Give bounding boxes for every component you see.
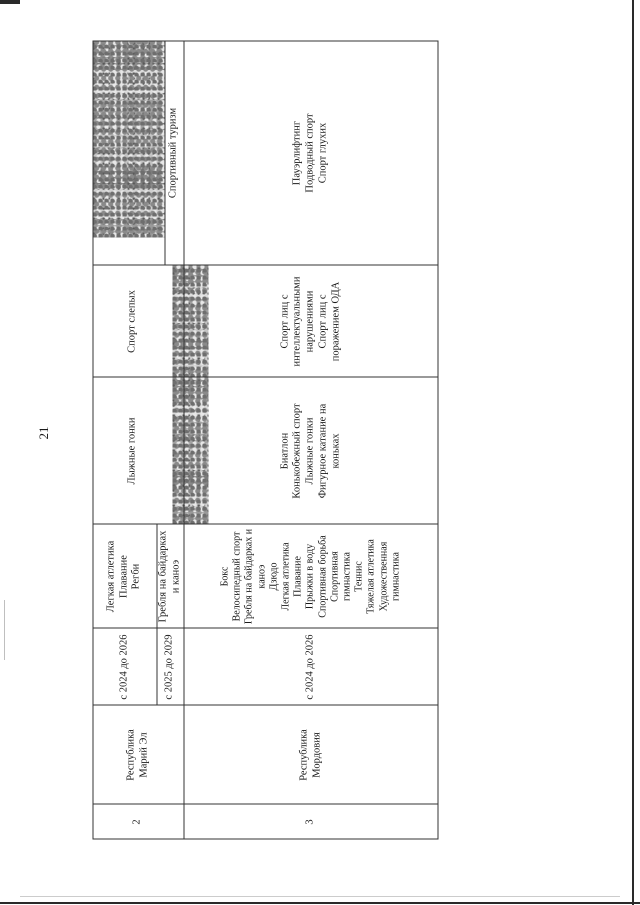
page-number: 21 <box>36 426 51 440</box>
scan-bottom-line <box>20 896 620 897</box>
row-2-sports-1: Легкая атлетика Плавание Регби <box>104 540 142 612</box>
scan-edge-right <box>632 0 634 905</box>
sports-table <box>92 40 438 839</box>
row-2-other-sports: Спортивный туризм <box>167 107 179 198</box>
row-2-adaptive-sports: Спорт слепых <box>125 289 137 353</box>
row-3-sports: Бокс Велосипедный спорт Гребля на байдарках и каноэ Дзюдо Легкая атлетика Плавание Прыжки в воду Спортивная борьба Спортивная гимнастика Теннис Тяжелая атлетика Художественная гимнастика <box>219 528 401 624</box>
scan-edge-top <box>0 0 20 4</box>
row-2-sports-2: Гребля на байдарках и каноэ <box>156 530 181 622</box>
row-2-number: 2 <box>131 818 143 825</box>
row-2-winter-sports: Лыжные гонки <box>125 416 137 485</box>
row-3-period: с 2024 до 2026 <box>304 633 316 700</box>
scan-mark <box>4 600 5 660</box>
row-2-period-1: с 2024 до 2026 <box>117 633 129 700</box>
row-3-other-sports: Пауэрлифтинг Подводный спорт Спорт глухих <box>291 112 328 193</box>
row-2-period-2: с 2025 до 2029 <box>163 633 175 700</box>
row-3-number: 3 <box>304 818 316 825</box>
row-2-region: Республика Марий Эл <box>124 728 149 781</box>
row-3-adaptive-sports: Спорт лиц с интеллектуальными нарушениями Спорт лиц с поражением ОДА <box>278 276 341 366</box>
scan-noise-right-header <box>92 40 164 237</box>
row-3-winter-sports: Биатлон Конькобежный спорт Лыжные гонки Фигурное катание на коньках <box>278 402 341 499</box>
scan-edge-bottom <box>0 902 640 904</box>
row-3-region: Республика Мордовия <box>297 728 322 781</box>
